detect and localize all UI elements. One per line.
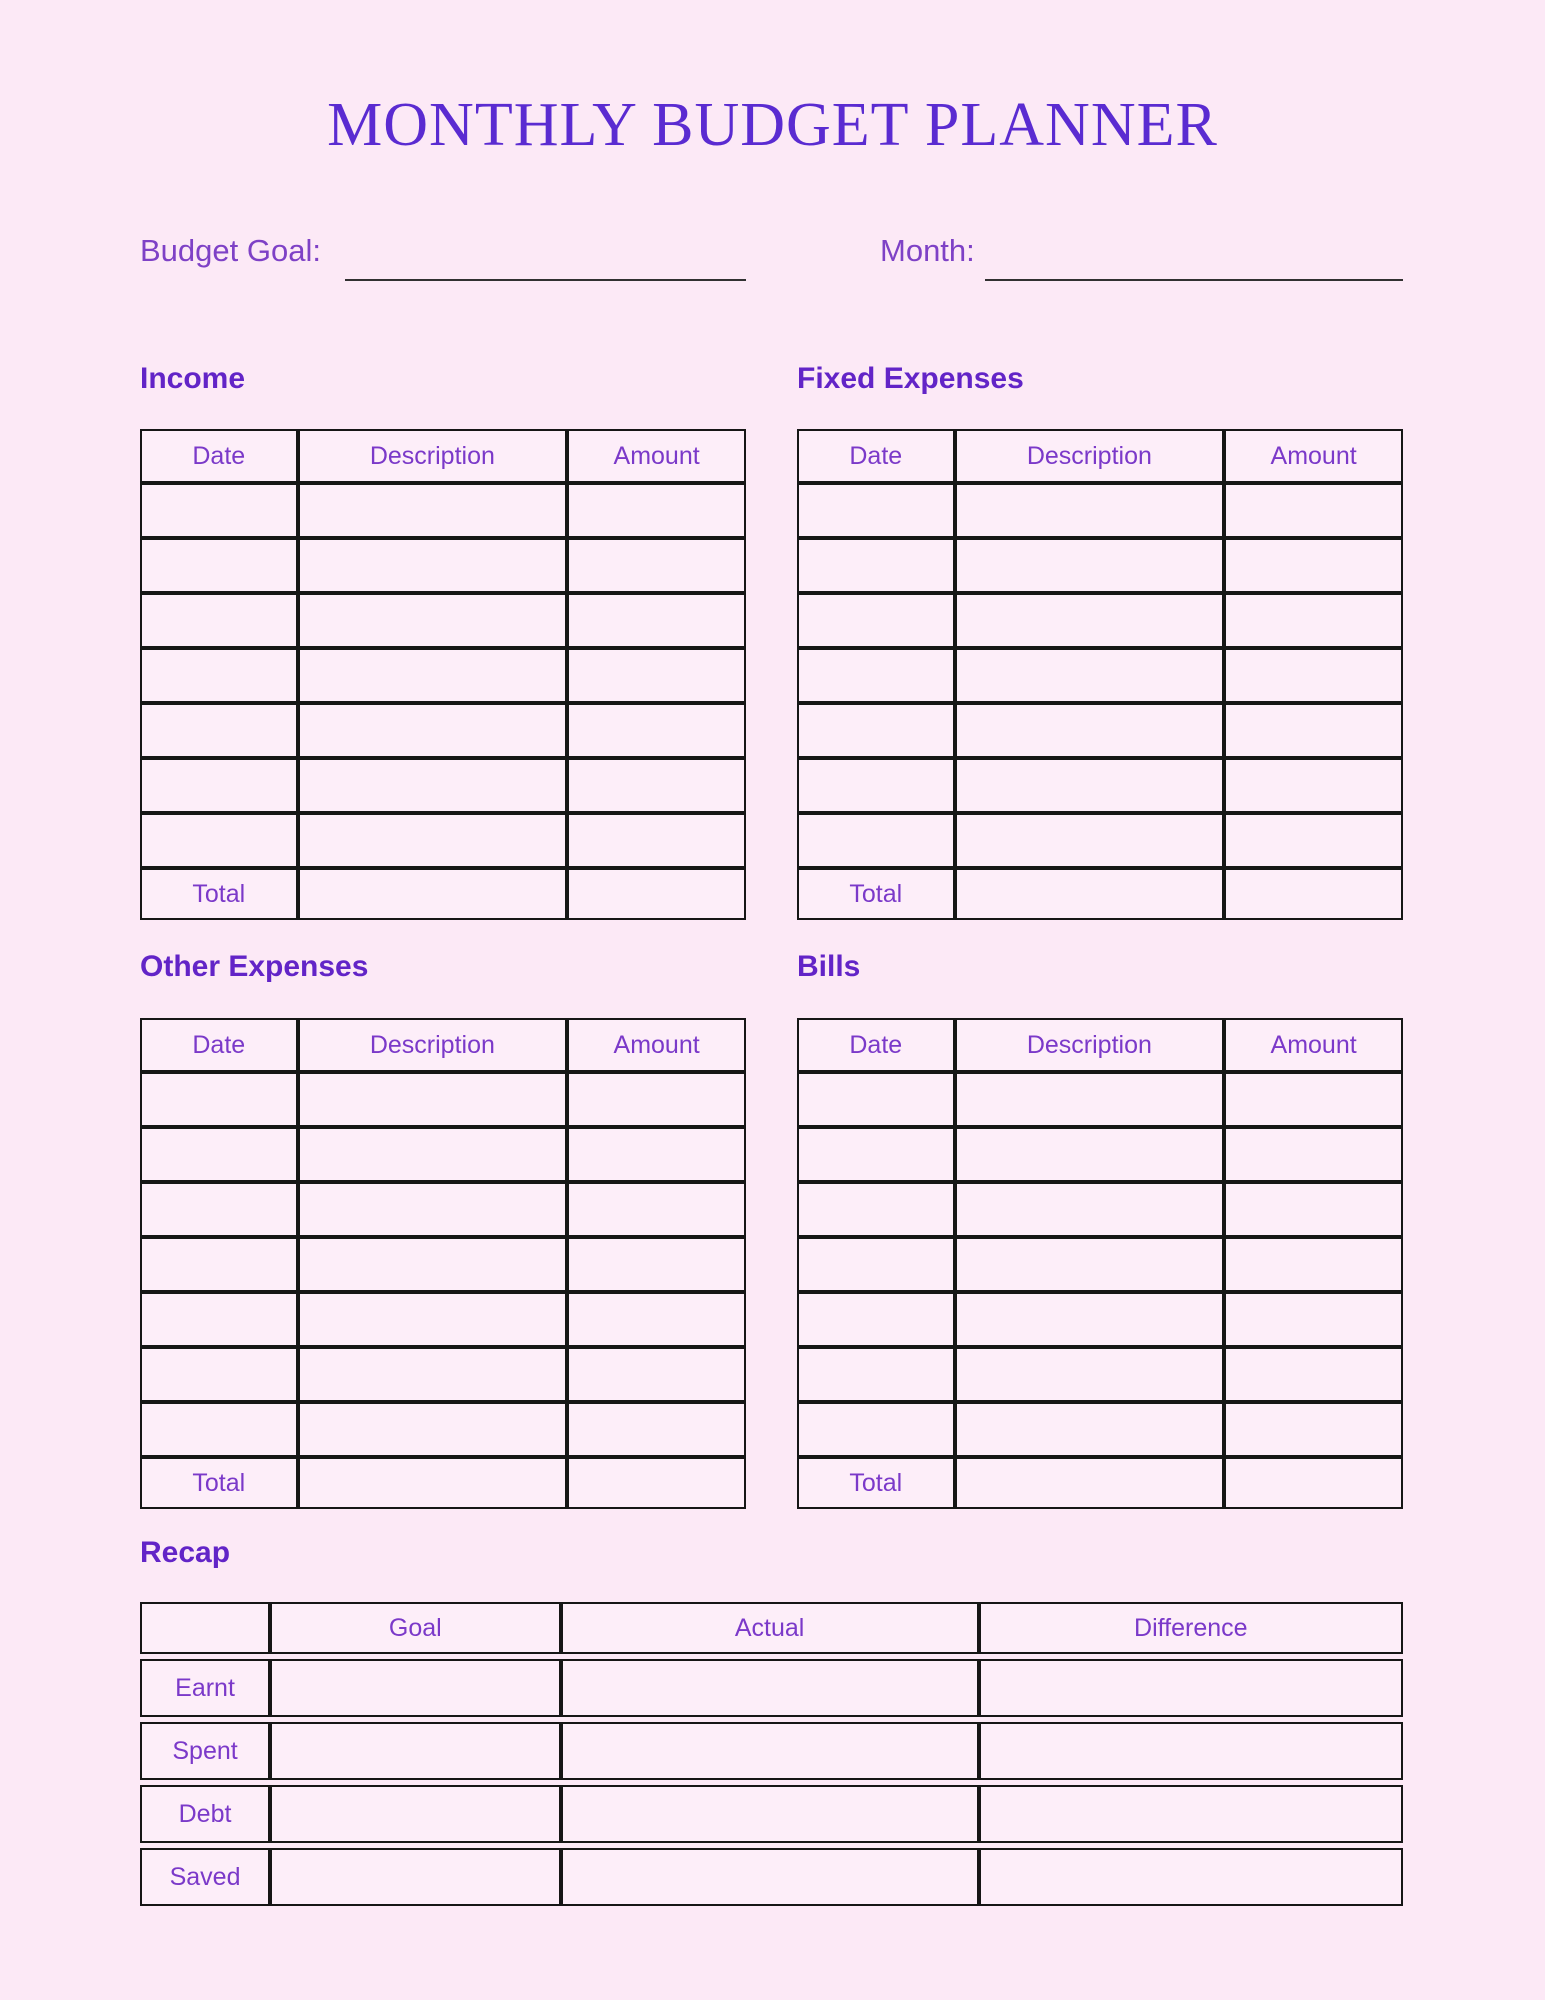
table-row <box>140 648 746 703</box>
table-row <box>140 1848 1403 1906</box>
table-row <box>797 538 1403 593</box>
empty-cell <box>140 648 298 703</box>
income-table <box>140 429 746 920</box>
empty-cell <box>567 1457 746 1509</box>
empty-cell <box>797 1237 955 1292</box>
table-row <box>797 648 1403 703</box>
empty-cell <box>979 1848 1403 1906</box>
empty-cell <box>955 1347 1225 1402</box>
bills-table <box>797 1018 1403 1509</box>
recap-row-label-debt: Debt <box>140 1785 270 1843</box>
empty-cell <box>140 813 298 868</box>
bills-column-header-description: Description <box>955 1018 1225 1072</box>
income-heading: Income <box>140 362 246 395</box>
empty-cell <box>955 1237 1225 1292</box>
other-expenses-table <box>140 1018 746 1509</box>
table-row <box>797 703 1403 758</box>
empty-cell <box>567 483 746 538</box>
fixed-expenses-column-header-amount: Amount <box>1224 429 1403 483</box>
month-line <box>985 279 1403 281</box>
empty-cell <box>140 703 298 758</box>
bills-heading: Bills <box>797 950 861 983</box>
empty-cell <box>298 1402 568 1457</box>
empty-cell <box>567 1292 746 1347</box>
empty-cell <box>955 1457 1225 1509</box>
empty-cell <box>979 1659 1403 1717</box>
empty-cell <box>955 1402 1225 1457</box>
empty-cell <box>298 1347 568 1402</box>
empty-cell <box>561 1722 979 1780</box>
empty-cell <box>140 1347 298 1402</box>
empty-cell <box>140 1402 298 1457</box>
empty-cell <box>1224 1127 1403 1182</box>
empty-cell <box>797 1292 955 1347</box>
empty-cell <box>1224 813 1403 868</box>
empty-cell <box>797 703 955 758</box>
empty-cell <box>567 1237 746 1292</box>
empty-cell <box>955 1182 1225 1237</box>
recap-column-header-goal: Goal <box>270 1602 560 1654</box>
empty-cell <box>298 593 568 648</box>
empty-cell <box>140 538 298 593</box>
empty-cell <box>561 1659 979 1717</box>
fixed-expenses-total-label: Total <box>797 868 955 920</box>
empty-cell <box>1224 1457 1403 1509</box>
empty-cell <box>797 758 955 813</box>
empty-cell <box>298 1292 568 1347</box>
fixed-expenses-heading: Fixed Expenses <box>797 362 1024 395</box>
table-row <box>140 1722 1403 1780</box>
income-column-header-date: Date <box>140 429 298 483</box>
empty-cell <box>567 1182 746 1237</box>
empty-cell <box>797 813 955 868</box>
empty-cell <box>797 593 955 648</box>
empty-cell <box>561 1785 979 1843</box>
month-label: Month: <box>880 233 975 268</box>
empty-cell <box>979 1785 1403 1843</box>
empty-cell <box>567 1402 746 1457</box>
empty-cell <box>1224 758 1403 813</box>
empty-cell <box>797 1072 955 1127</box>
table-row <box>797 1292 1403 1347</box>
empty-cell <box>567 1127 746 1182</box>
empty-cell <box>567 648 746 703</box>
empty-cell <box>1224 538 1403 593</box>
empty-cell <box>140 758 298 813</box>
table-row <box>140 483 746 538</box>
empty-cell <box>955 1127 1225 1182</box>
empty-cell <box>140 1127 298 1182</box>
table-row <box>797 1127 1403 1182</box>
table-row <box>797 813 1403 868</box>
empty-cell <box>298 1457 568 1509</box>
bills-total-label: Total <box>797 1457 955 1509</box>
empty-cell <box>1224 1237 1403 1292</box>
empty-cell <box>1224 1072 1403 1127</box>
table-row <box>140 1402 746 1457</box>
table-row <box>140 813 746 868</box>
empty-cell <box>1224 1292 1403 1347</box>
bills-column-header-amount: Amount <box>1224 1018 1403 1072</box>
empty-cell <box>270 1785 560 1843</box>
empty-cell <box>298 538 568 593</box>
empty-cell <box>955 1292 1225 1347</box>
table-row <box>140 1785 1403 1843</box>
table-row <box>140 703 746 758</box>
empty-cell <box>955 758 1225 813</box>
table-row <box>140 1659 1403 1717</box>
empty-cell <box>1224 868 1403 920</box>
empty-cell <box>298 868 568 920</box>
table-row <box>797 1402 1403 1457</box>
empty-cell <box>979 1722 1403 1780</box>
income-column-header-description: Description <box>298 429 568 483</box>
empty-cell <box>1224 1347 1403 1402</box>
recap-row-label-earnt: Earnt <box>140 1659 270 1717</box>
table-row <box>140 1182 746 1237</box>
empty-cell <box>567 1347 746 1402</box>
table-row <box>140 538 746 593</box>
recap-row-label-spent: Spent <box>140 1722 270 1780</box>
recap-column-header-difference: Difference <box>979 1602 1403 1654</box>
empty-cell <box>567 1072 746 1127</box>
empty-cell <box>955 593 1225 648</box>
empty-cell <box>797 1127 955 1182</box>
table-row <box>797 758 1403 813</box>
fixed-expenses-table <box>797 429 1403 920</box>
empty-cell <box>955 483 1225 538</box>
empty-cell <box>1224 1402 1403 1457</box>
empty-cell <box>561 1848 979 1906</box>
table-row <box>797 593 1403 648</box>
empty-cell <box>567 758 746 813</box>
recap-row-label-saved: Saved <box>140 1848 270 1906</box>
empty-cell <box>797 1402 955 1457</box>
other-expenses-column-header-date: Date <box>140 1018 298 1072</box>
empty-cell <box>955 868 1225 920</box>
recap-column-header-actual: Actual <box>561 1602 979 1654</box>
empty-cell <box>140 1072 298 1127</box>
empty-cell <box>567 538 746 593</box>
empty-cell <box>797 1347 955 1402</box>
empty-cell <box>298 703 568 758</box>
empty-cell <box>797 648 955 703</box>
recap-table <box>140 1597 1403 1911</box>
empty-cell <box>298 1182 568 1237</box>
table-row <box>797 1182 1403 1237</box>
empty-cell <box>298 483 568 538</box>
table-row <box>797 1347 1403 1402</box>
table-row <box>140 1237 746 1292</box>
other-expenses-heading: Other Expenses <box>140 950 369 983</box>
fixed-expenses-column-header-description: Description <box>955 429 1225 483</box>
empty-cell <box>1224 1182 1403 1237</box>
budget-goal-line <box>345 279 746 281</box>
empty-cell <box>567 703 746 758</box>
empty-cell <box>955 813 1225 868</box>
empty-cell <box>270 1659 560 1717</box>
empty-cell <box>797 1182 955 1237</box>
other-expenses-total-label: Total <box>140 1457 298 1509</box>
empty-cell <box>1224 483 1403 538</box>
empty-cell <box>567 868 746 920</box>
income-total-label: Total <box>140 868 298 920</box>
bills-column-header-date: Date <box>797 1018 955 1072</box>
empty-cell <box>797 483 955 538</box>
table-row <box>797 483 1403 538</box>
empty-cell <box>140 483 298 538</box>
empty-cell <box>298 1127 568 1182</box>
fixed-expenses-column-header-date: Date <box>797 429 955 483</box>
other-expenses-column-header-amount: Amount <box>567 1018 746 1072</box>
recap-corner-cell <box>140 1602 270 1654</box>
empty-cell <box>140 1182 298 1237</box>
empty-cell <box>270 1848 560 1906</box>
empty-cell <box>567 813 746 868</box>
empty-cell <box>298 648 568 703</box>
empty-cell <box>140 1292 298 1347</box>
table-row <box>140 1347 746 1402</box>
empty-cell <box>270 1722 560 1780</box>
income-column-header-amount: Amount <box>567 429 746 483</box>
other-expenses-column-header-description: Description <box>298 1018 568 1072</box>
table-row <box>797 1237 1403 1292</box>
empty-cell <box>298 813 568 868</box>
empty-cell <box>1224 703 1403 758</box>
empty-cell <box>1224 593 1403 648</box>
table-row <box>140 1127 746 1182</box>
recap-heading: Recap <box>140 1536 231 1569</box>
page-title: MONTHLY BUDGET PLANNER <box>327 91 1218 159</box>
empty-cell <box>955 703 1225 758</box>
empty-cell <box>567 593 746 648</box>
table-row <box>140 1292 746 1347</box>
budget-goal-label: Budget Goal: <box>140 233 321 268</box>
table-row <box>140 1072 746 1127</box>
table-row <box>140 593 746 648</box>
empty-cell <box>298 1072 568 1127</box>
empty-cell <box>1224 648 1403 703</box>
empty-cell <box>140 593 298 648</box>
empty-cell <box>955 1072 1225 1127</box>
table-row <box>140 758 746 813</box>
empty-cell <box>140 1237 298 1292</box>
empty-cell <box>298 758 568 813</box>
table-row <box>797 1072 1403 1127</box>
empty-cell <box>955 538 1225 593</box>
empty-cell <box>797 538 955 593</box>
empty-cell <box>955 648 1225 703</box>
empty-cell <box>298 1237 568 1292</box>
